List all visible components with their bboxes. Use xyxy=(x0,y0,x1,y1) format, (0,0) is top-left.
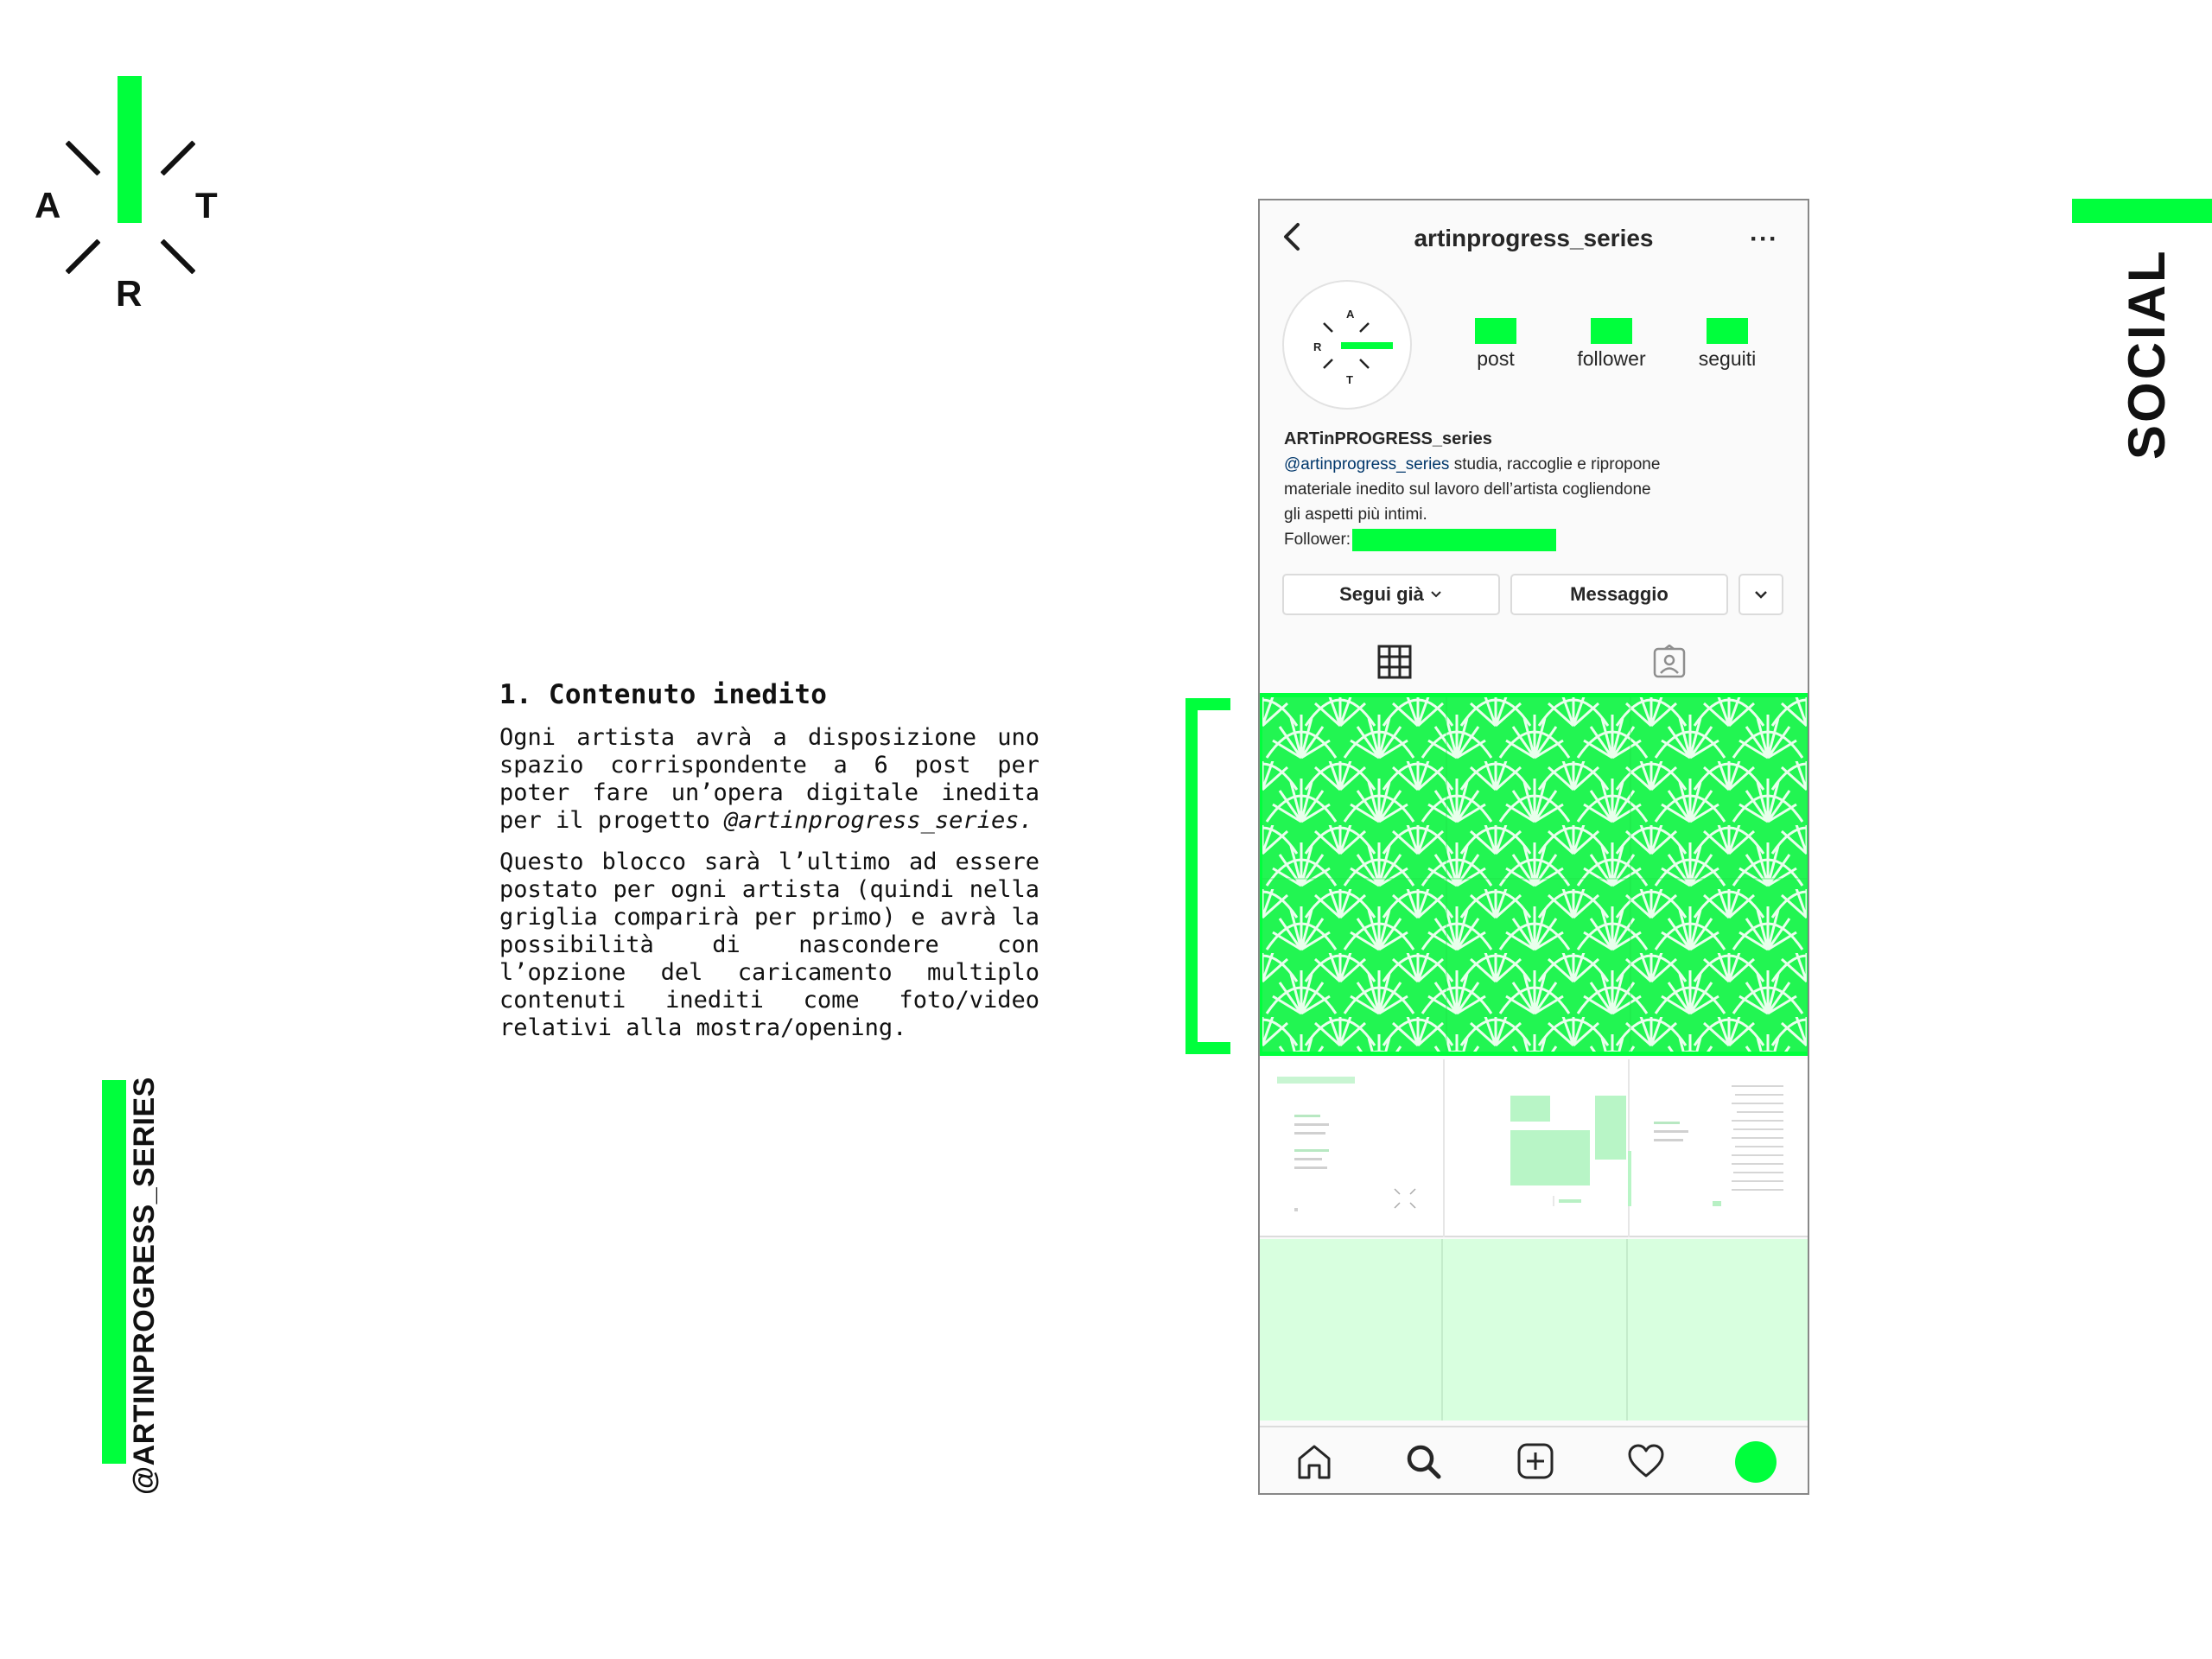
logo-ray xyxy=(160,238,195,274)
logo-green-bar xyxy=(118,76,142,223)
avatar[interactable] xyxy=(1282,280,1412,410)
profile-bio xyxy=(1284,427,1768,552)
logo-letter-t: T xyxy=(195,185,218,226)
stat-followers[interactable] xyxy=(1564,318,1659,371)
message-button-label: Messaggio xyxy=(1570,583,1669,605)
follower-redaction xyxy=(1352,529,1556,551)
bio-line-1-text: studia, raccoglie e ripropone xyxy=(1449,455,1661,474)
add-post-icon[interactable] xyxy=(1516,1441,1555,1481)
art-logo xyxy=(26,69,233,328)
stat-count-hidden xyxy=(1707,318,1748,344)
bio-follower-label: Follower: xyxy=(1284,531,1351,549)
following-button-label: Segui già xyxy=(1339,583,1424,605)
avatar-logo-icon xyxy=(1284,282,1414,411)
fan-pattern-artwork xyxy=(1262,697,1809,1056)
mini-logo-icon xyxy=(1388,1180,1422,1215)
section-label: SOCIAL xyxy=(2118,248,2176,460)
unreleased-artwork-block[interactable] xyxy=(1258,693,1809,1056)
logo-letter-a: A xyxy=(35,185,61,226)
section-accent-bar xyxy=(2072,199,2212,223)
following-button[interactable] xyxy=(1282,574,1500,615)
suggestions-button[interactable] xyxy=(1738,574,1783,615)
stat-label: follower xyxy=(1577,347,1646,370)
stat-count-hidden xyxy=(1591,318,1632,344)
stat-label: seguiti xyxy=(1698,347,1757,370)
post-thumbnail[interactable] xyxy=(1628,1059,1809,1237)
chevron-down-icon xyxy=(1429,589,1443,600)
avatar-letter-r: R xyxy=(1313,340,1322,353)
post-preview-graphic xyxy=(1443,1059,1626,1237)
more-dots-icon[interactable]: ··· xyxy=(1750,225,1778,253)
stat-following[interactable] xyxy=(1680,318,1775,371)
home-icon[interactable] xyxy=(1294,1441,1334,1481)
avatar-letter-a: A xyxy=(1346,308,1355,321)
bio-line-3: gli aspetti più intimi. xyxy=(1284,505,1427,524)
profile-icon[interactable] xyxy=(1735,1441,1777,1483)
profile-username: artinprogress_series xyxy=(1414,225,1654,251)
previous-posts-row xyxy=(1260,1059,1808,1237)
bio-line-2: materiale inedito sul lavoro dell’artista cogliendone xyxy=(1284,480,1651,499)
post-thumbnail[interactable] xyxy=(1443,1059,1626,1237)
stat-posts[interactable] xyxy=(1448,318,1543,371)
post-preview-graphic xyxy=(1628,1059,1809,1237)
bio-follower-line xyxy=(1284,527,1768,552)
grid-divider xyxy=(1626,1239,1628,1421)
search-icon[interactable] xyxy=(1403,1441,1443,1481)
bio-mention-link[interactable]: @artinprogress_series xyxy=(1284,455,1450,474)
handle-accent-bar xyxy=(102,1080,126,1464)
chevron-down-icon xyxy=(1753,589,1769,600)
logo-letter-r: R xyxy=(116,273,143,314)
stat-count-hidden xyxy=(1475,318,1516,344)
article-paragraph-2: Questo blocco sarà l’ultimo ad essere postato per ogni artista (quindi nella griglia comparirà per primo) e avrà la possibilità di nascondere con l’opzione del caricamento multiplo contenuti inediti come foto/video relativi alla mostra/opening. xyxy=(499,849,1039,1041)
instagram-handle: @ARTINPROGRESS_SERIES xyxy=(128,1077,161,1495)
heart-icon[interactable] xyxy=(1626,1441,1666,1481)
grid-divider xyxy=(1441,1239,1443,1421)
stat-label: post xyxy=(1477,347,1515,370)
article xyxy=(499,679,1039,1056)
tagged-person-icon[interactable] xyxy=(1652,645,1687,679)
article-heading: 1. Contenuto inedito xyxy=(499,679,828,710)
bottom-navigation xyxy=(1260,1426,1808,1495)
highlight-bracket xyxy=(1185,698,1230,1054)
logo-ray xyxy=(160,140,195,175)
logo-ray xyxy=(65,238,100,274)
upcoming-posts-row xyxy=(1260,1239,1808,1421)
avatar-letter-t: T xyxy=(1346,373,1353,386)
profile-topbar xyxy=(1260,200,1808,275)
profile-display-name: ARTinPROGRESS_series xyxy=(1284,429,1492,448)
paragraph-1-handle: @artinprogress_series. xyxy=(724,807,1033,834)
grid-icon[interactable] xyxy=(1377,645,1412,679)
bio-line-1 xyxy=(1284,452,1768,477)
paragraph-1-text: Ogni artista avrà a disposizione uno spazio corrispondente a 6 post per poter fare un’opera digitale inedita per il progetto xyxy=(499,724,1039,834)
article-paragraph-1 xyxy=(499,724,1039,835)
logo-ray xyxy=(65,140,100,175)
instagram-profile-mockup xyxy=(1258,199,1809,1495)
message-button[interactable] xyxy=(1510,574,1728,615)
